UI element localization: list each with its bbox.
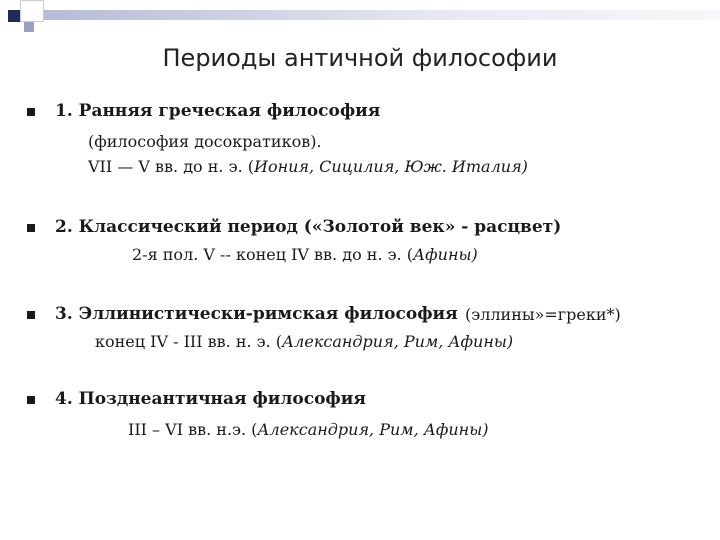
deco-square bbox=[8, 10, 20, 22]
item-1-heading: 1. Ранняя греческая философия bbox=[55, 101, 381, 121]
bullet-icon bbox=[27, 396, 35, 404]
deco-bar bbox=[44, 10, 720, 20]
item-4-heading: 4. Позднеантичная философия bbox=[55, 389, 366, 409]
item-4-line2 bbox=[128, 420, 489, 439]
slide-title: Периоды античной философии bbox=[162, 44, 558, 72]
item-3-line2 bbox=[95, 332, 513, 351]
bullet-icon bbox=[27, 224, 35, 232]
item-1-dates: VII — V вв. до н. э. ( bbox=[88, 157, 254, 176]
item-3-heading: 3. Эллинистически-римская философия bbox=[55, 304, 458, 324]
bullet-icon bbox=[27, 108, 35, 116]
item-2-places: Афины) bbox=[413, 245, 478, 264]
item-3-dates: конец IV - III вв. н. э. ( bbox=[95, 332, 283, 351]
item-3-places: Александрия, Рим, Афины) bbox=[282, 332, 514, 351]
item-4-dates: III – VI вв. н.э. ( bbox=[128, 420, 258, 439]
item-4-places: Александрия, Рим, Афины) bbox=[257, 420, 489, 439]
deco-square bbox=[24, 22, 34, 32]
deco-square bbox=[20, 0, 44, 22]
bullet-icon bbox=[27, 311, 35, 319]
item-1-line2: (философия досократиков). bbox=[88, 132, 322, 151]
header-decoration bbox=[0, 0, 720, 40]
item-2-dates: 2-я пол. V -- конец IV вв. до н. э. ( bbox=[132, 245, 414, 264]
item-3-note: (эллины»=греки*) bbox=[465, 305, 621, 324]
item-1-line3 bbox=[88, 157, 528, 176]
item-2-line2 bbox=[132, 245, 478, 264]
item-1-places: Иония, Сицилия, Юж. Италия) bbox=[253, 157, 528, 176]
item-2-heading: 2. Классический период («Золотой век» - расцвет) bbox=[55, 217, 562, 237]
